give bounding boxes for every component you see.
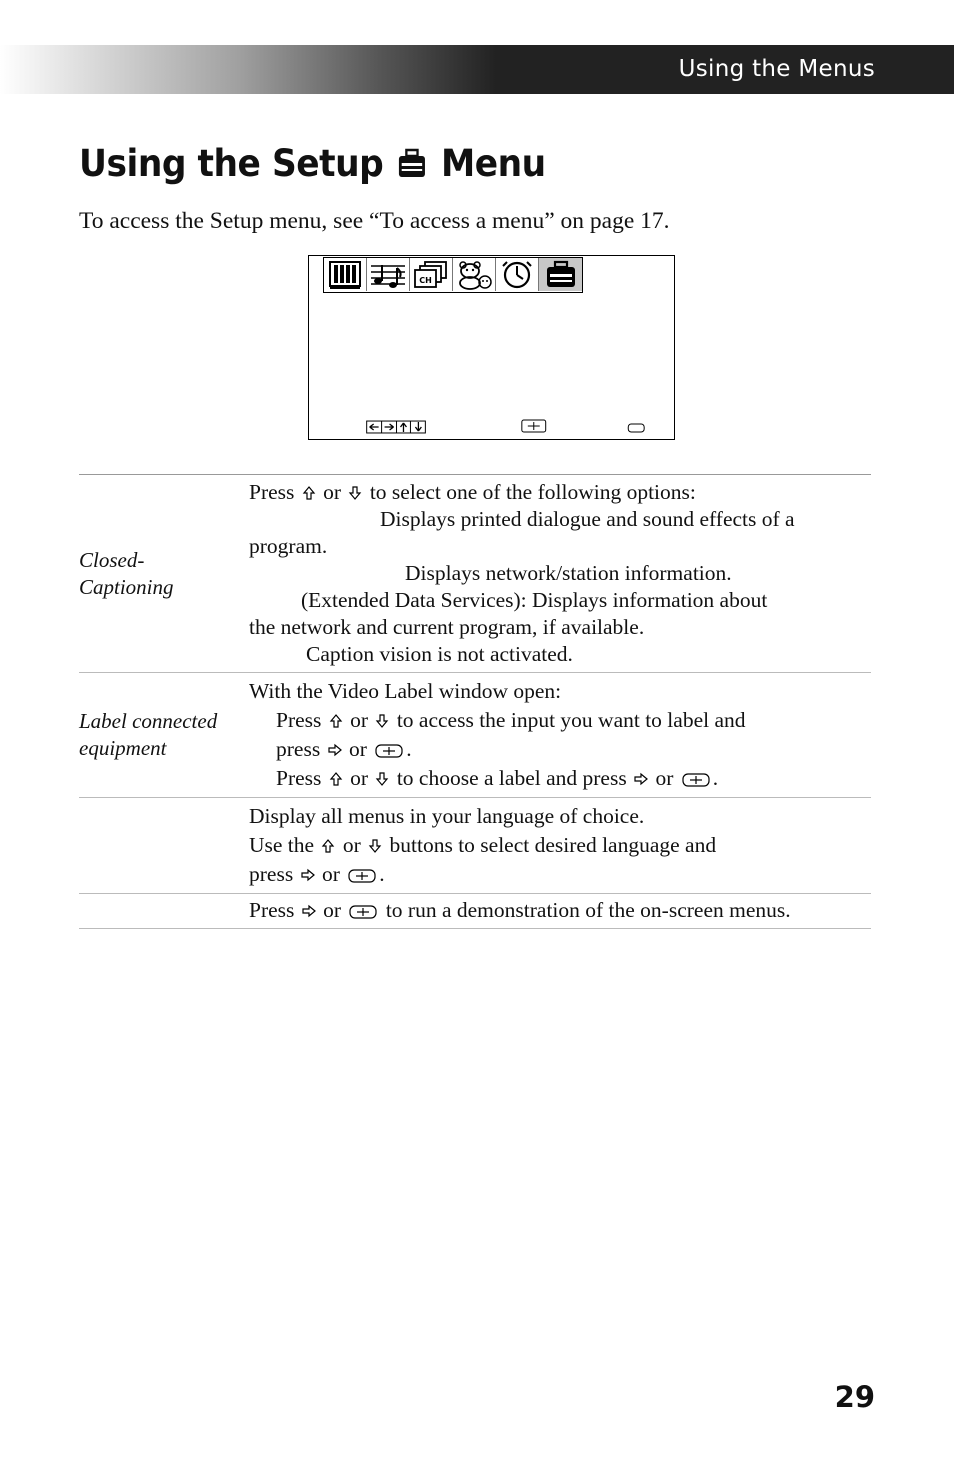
- table-row-closed-captioning: [79, 475, 871, 673]
- desc-text: Press: [249, 480, 295, 504]
- row-description: [249, 475, 871, 672]
- down-arrow-icon: [375, 713, 389, 729]
- down-arrow-icon: [368, 838, 382, 854]
- intro-text: To access the Setup menu, see “To access a menu” on page 17.: [79, 208, 670, 234]
- table-row-language: [79, 798, 871, 894]
- header-bar: [0, 45, 954, 94]
- desc-text: .: [379, 862, 385, 886]
- desc-text: .: [712, 766, 719, 790]
- desc-line: the network and current program, if available.: [249, 615, 645, 639]
- page-title: [79, 142, 546, 185]
- row-description: [249, 894, 871, 928]
- right-arrow-icon: [328, 742, 342, 758]
- up-arrow-icon: [329, 713, 343, 729]
- desc-line: (Extended Data Services): Displays information about: [301, 588, 768, 612]
- enter-button-icon: [375, 744, 403, 758]
- desc-text: or: [321, 862, 340, 886]
- enter-button-icon: [348, 869, 376, 883]
- toolbox-icon: [396, 148, 428, 180]
- screen-footer-hints: [309, 419, 674, 439]
- desc-line: With the Video Label window open:: [249, 679, 562, 703]
- tv-screen-illustration: [308, 255, 675, 440]
- desc-text: to run a demonstration of the on-screen menus.: [385, 898, 791, 922]
- desc-line: Displays printed dialogue and sound effects of a: [380, 507, 795, 531]
- setup-icon: [539, 258, 582, 291]
- row-label-line: equipment: [79, 736, 167, 760]
- desc-text: Press: [249, 898, 295, 922]
- row-label-empty: [79, 894, 249, 928]
- right-arrow-icon: [634, 771, 648, 787]
- right-arrow-icon: [302, 903, 316, 919]
- desc-text: buttons to select desired language and: [389, 833, 717, 857]
- desc-text: Press: [276, 708, 322, 732]
- row-label-label-connected-equipment: [79, 673, 249, 797]
- row-description: [249, 798, 871, 893]
- menu-key-icon: [628, 424, 644, 432]
- row-label-empty: [79, 798, 249, 893]
- page-title-suffix: Menu: [440, 142, 546, 185]
- desc-text: or: [350, 708, 369, 732]
- table-row-label-connected-equipment: [79, 673, 871, 798]
- parent-icon: [453, 258, 496, 291]
- desc-text: Press: [276, 766, 322, 790]
- enter-button-icon: [349, 905, 377, 919]
- setup-options-table: [79, 474, 871, 929]
- row-label-line: Captioning: [79, 574, 174, 599]
- desc-text: to access the input you want to label and: [396, 708, 746, 732]
- row-label-closed-captioning: [79, 475, 249, 672]
- svg-text:CH: CH: [419, 275, 432, 285]
- right-arrow-icon: [301, 867, 315, 883]
- video-icon: [324, 258, 367, 291]
- up-arrow-icon: [321, 838, 335, 854]
- down-arrow-icon: [348, 485, 362, 501]
- menu-icon-bar: [323, 257, 583, 293]
- row-label-line: Label connected: [79, 709, 218, 733]
- desc-line: Displays network/station information.: [405, 561, 732, 585]
- desc-text: or: [348, 737, 367, 761]
- desc-text: Use the: [249, 833, 315, 857]
- arrow-keys-icon: [367, 421, 426, 433]
- desc-line: program.: [249, 534, 328, 558]
- header-title: Using the Menus: [678, 56, 875, 82]
- up-arrow-icon: [329, 771, 343, 787]
- row-description: [249, 673, 871, 797]
- desc-text: or: [323, 898, 342, 922]
- table-row-demo: [79, 894, 871, 929]
- page-number: 29: [834, 1380, 875, 1414]
- desc-line: Caption vision is not activated.: [306, 642, 573, 666]
- desc-text: .: [406, 737, 412, 761]
- desc-line: Display all menus in your language of choice.: [249, 804, 645, 828]
- row-label-line: Closed-: [79, 547, 145, 572]
- timer-icon: [496, 258, 539, 291]
- page-title-prefix: Using the Setup: [79, 142, 384, 185]
- channel-icon: [410, 258, 453, 291]
- desc-text: to choose a label and press: [396, 766, 627, 790]
- enter-key-icon: [522, 420, 546, 432]
- audio-icon: [367, 258, 410, 291]
- desc-text: or: [342, 833, 361, 857]
- desc-text: or: [350, 766, 369, 790]
- down-arrow-icon: [375, 771, 389, 787]
- desc-text: or: [323, 480, 342, 504]
- enter-button-icon: [682, 773, 710, 787]
- desc-text: press: [276, 737, 321, 761]
- desc-text: to select one of the following options:: [369, 480, 696, 504]
- desc-text: or: [655, 766, 674, 790]
- desc-text: press: [249, 862, 294, 886]
- up-arrow-icon: [302, 485, 316, 501]
